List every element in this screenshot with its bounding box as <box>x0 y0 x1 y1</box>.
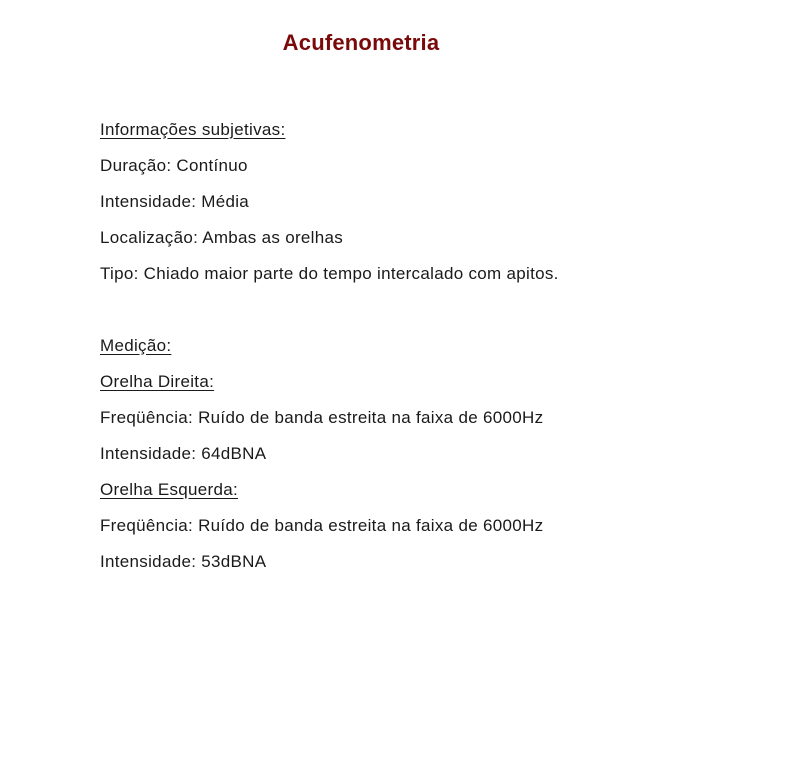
subjective-type: Tipo: Chiado maior parte do tempo intercalado com apitos. <box>100 264 559 283</box>
subjective-heading: Informações subjetivas: <box>100 120 286 139</box>
report-body <box>100 112 740 580</box>
section-spacer <box>100 292 740 328</box>
right-ear-frequency: Freqüência: Ruído de banda estreita na faixa de 6000Hz <box>100 408 544 427</box>
left-ear-frequency: Freqüência: Ruído de banda estreita na faixa de 6000Hz <box>100 516 544 535</box>
left-ear-heading: Orelha Esquerda: <box>100 480 239 499</box>
right-ear-intensity: Intensidade: 64dBNA <box>100 444 267 463</box>
page-title: Acufenometria <box>282 30 440 55</box>
left-ear-intensity: Intensidade: 53dBNA <box>100 552 267 571</box>
subjective-intensity: Intensidade: Média <box>100 192 250 211</box>
subjective-duration: Duração: Contínuo <box>100 156 248 175</box>
right-ear-heading: Orelha Direita: <box>100 372 215 391</box>
subjective-location: Localização: Ambas as orelhas <box>100 228 344 247</box>
measurement-heading: Medição: <box>100 336 172 355</box>
